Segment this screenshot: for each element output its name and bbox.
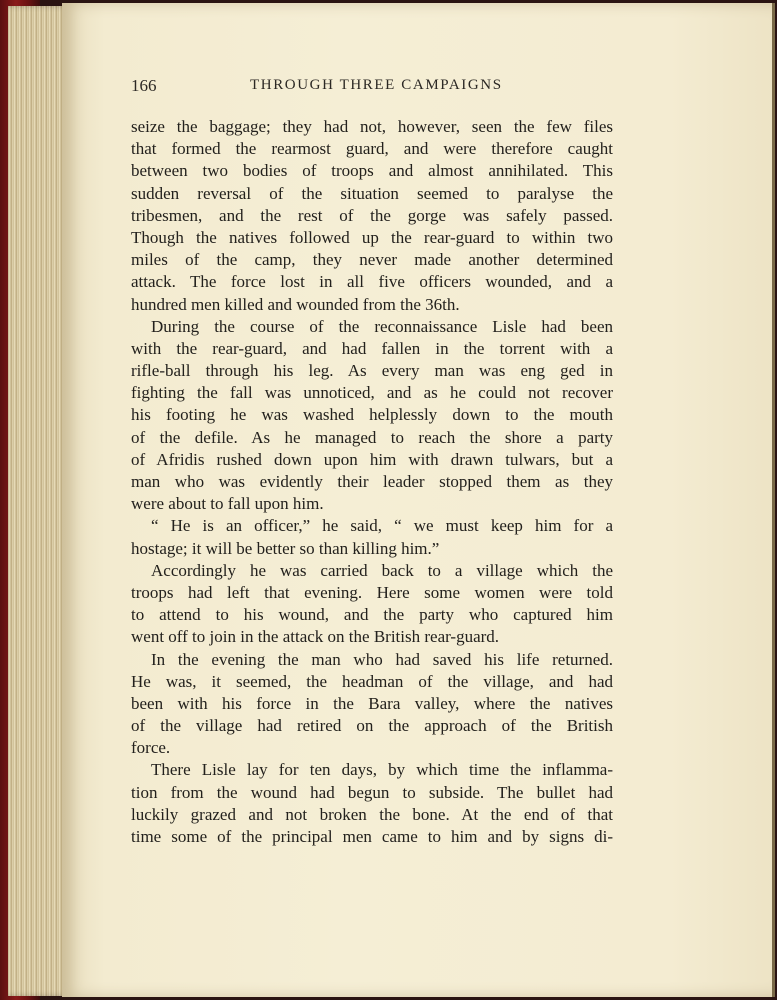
text-line: with the rear-guard, and had fallen in the torrent with a <box>131 338 613 358</box>
text-line: force. <box>131 738 171 758</box>
text-line: Though the natives followed up the rear-guard to within two <box>131 227 613 247</box>
text-line: “ He is an officer,” he said, “ we must keep him for a <box>151 516 613 536</box>
page-edges <box>8 6 70 996</box>
text-line: fighting the fall was unnoticed, and as he could not recover <box>131 383 613 403</box>
text-line: miles of the camp, they never made another determined <box>131 250 613 270</box>
text-line: man who was evidently their leader stopped them as they <box>131 472 613 491</box>
text-line: of the village had retired on the approach of the British <box>131 716 613 736</box>
page-number: 166 <box>131 76 157 95</box>
text-line: In the evening the man who had saved his life returned. <box>151 649 613 669</box>
text-line: between two bodies of troops and almost annihilated. This <box>131 161 613 181</box>
text-line: luckily grazed and not broken the bone. At the end of that <box>131 804 613 824</box>
text-line: of the defile. As he managed to reach the shore a party <box>131 427 613 447</box>
page-header <box>131 76 613 100</box>
text-line: of Afridis rushed down upon him with drawn tulwars, but a <box>131 449 613 469</box>
body-text <box>131 116 613 848</box>
text-line: his footing he was washed helplessly down to the mouth <box>131 405 613 425</box>
text-line: hundred men killed and wounded from the 36th. <box>131 294 460 314</box>
text-line: to attend to his wound, and the party who captured him <box>131 605 613 625</box>
text-line: tion from the wound had begun to subside. The bullet had <box>131 782 613 802</box>
text-line: tribesmen, and the rest of the gorge was safely passed. <box>131 205 613 225</box>
text-line: There Lisle lay for ten days, by which time the inflamma- <box>151 760 613 780</box>
text-line: that formed the rearmost guard, and were therefore caught <box>131 139 613 159</box>
running-head: THROUGH THREE CAMPAIGNS <box>250 77 503 93</box>
text-line: went off to join in the attack on the British rear-guard. <box>131 627 500 647</box>
text-line: During the course of the reconnaissance Lisle had been <box>151 316 613 336</box>
text-line: hostage; it will be better so than killing him.” <box>131 538 440 558</box>
text-line: He was, it seemed, the headman of the village, and had <box>131 671 613 691</box>
text-line: attack. The force lost in all five officers wounded, and a <box>131 272 613 292</box>
text-line: seize the baggage; they had not, however, seen the few files <box>131 117 613 136</box>
text-line: troops had left that evening. Here some women were told <box>131 582 613 602</box>
text-line: Accordingly he was carried back to a village which the <box>151 560 613 580</box>
text-line: been with his force in the Bara valley, where the natives <box>131 693 613 713</box>
text-line: were about to fall upon him. <box>131 494 324 514</box>
text-line: time some of the principal men came to him and by signs di- <box>131 827 613 846</box>
text-line: rifle-ball through his leg. As every man was eng ged in <box>131 361 613 381</box>
text-line: sudden reversal of the situation seemed to paralyse the <box>131 183 613 203</box>
page-edge-right <box>772 3 775 997</box>
